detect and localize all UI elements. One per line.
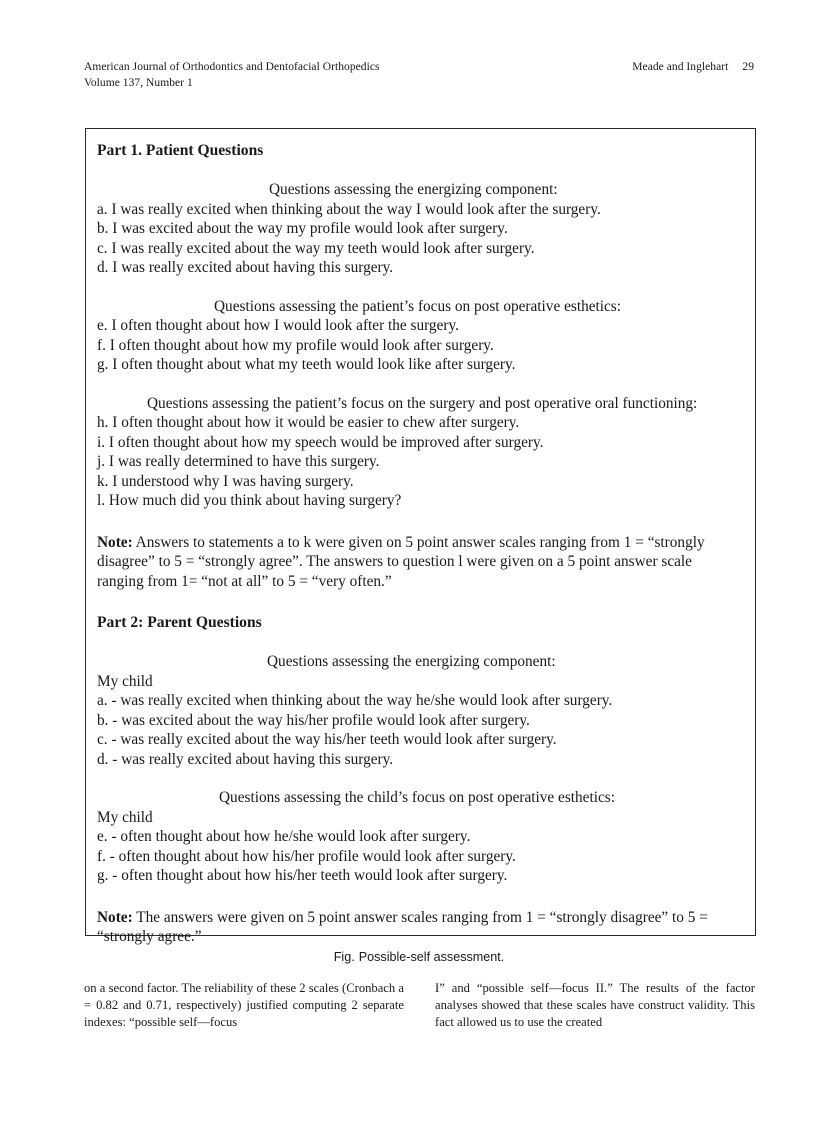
part1-note-label: Note: [97,533,133,551]
part1-section3-heading: Questions assessing the patient’s focus on the surgery and post operative oral functioning: [147,394,698,412]
body-column-left-text: on a second factor. The reliability of these 2 scales (Cronbach a = 0.82 and 0.71, respectively) justified computing 2 separate indexes: “possible self—focus [84,981,404,1030]
part1-note [97,533,741,592]
part2-question-d: d. - was really excited about having this surgery. [97,750,394,768]
part2-section2-stem: My child [97,808,153,826]
running-head-journal [84,60,380,91]
body-column-right [435,980,755,1031]
part2-question-e: e. - often thought about how he/she would look after surgery. [97,828,471,846]
part1-question-h: h. I often thought about how it would be easier to chew after surgery. [97,414,520,431]
part1-heading: Part 1. Patient Questions [97,142,264,159]
part1-question-e: e. I often thought about how I would look after the surgery. [97,317,459,334]
part1-question-j: j. I was really determined to have this surgery. [97,453,380,470]
journal-title: American Journal of Orthodontics and Dentofacial Orthopedics [84,61,380,73]
figure-caption [0,950,838,964]
part1-section1-heading: Questions assessing the energizing component: [269,181,558,198]
body-column-right-text: I” and “possible self—focus II.” The results of the factor analyses showed that these scales have construct validity. This fact allowed us to use the created [435,981,755,1030]
figure-caption-text: Possible-self assessment. [358,950,505,964]
part2-note [97,908,741,947]
part2-section1-heading: Questions assessing the energizing component: [267,653,556,671]
running-head-authors-page [632,60,754,76]
part1-question-g: g. I often thought about what my teeth would look like after surgery. [97,356,516,373]
part1-question-c: c. I was really excited about the way my teeth would look after surgery. [97,239,535,257]
part1-question-f: f. I often thought about how my profile would look after surgery. [97,336,494,354]
part1-section2-heading: Questions assessing the patient’s focus on post operative esthetics: [214,297,621,315]
part1-question-i: i. I often thought about how my speech would be improved after surgery. [97,433,544,451]
part2-note-text: The answers were given on 5 point answer scales ranging from 1 = “strongly disagree” to 5 = “strongly agree.” [97,908,708,946]
part1-question-l: l. How much did you think about having surgery? [97,492,402,509]
part1-question-d: d. I was really excited about having this surgery. [97,259,394,276]
running-head [84,60,754,91]
part2-section2-heading: Questions assessing the child’s focus on post operative esthetics: [219,789,615,807]
part2-question-g: g. - often thought about how his/her teeth would look after surgery. [97,867,508,885]
journal-volume: Volume 137, Number 1 [84,76,193,89]
figure-caption-label: Fig. [333,950,355,964]
figure-box [85,128,756,946]
part2-section1-stem: My child [97,672,153,690]
part2-heading: Part 2: Parent Questions [97,614,262,632]
page-number: 29 [742,61,754,73]
part1-question-b: b. I was excited about the way my profile would look after surgery. [97,220,508,237]
part2-question-a: a. - was really excited when thinking about the way he/she would look after surgery. [97,692,613,710]
part1-note-text: Answers to statements a to k were given on 5 point answer scales ranging from 1 = “strongly disagree” to 5 = “strongly agree”. The answers to question l were given on a 5 point answer scale ranging from 1= “not at all” to 5 = “very often.” [97,533,705,590]
body-column-left [84,980,404,1031]
part1-question-k: k. I understood why I was having surgery. [97,472,354,490]
part2-question-f: f. - often thought about how his/her profile would look after surgery. [97,847,516,865]
body-columns [84,980,755,1031]
part2-question-b: b. - was excited about the way his/her profile would look after surgery. [97,711,530,729]
authors-name: Meade and Inglehart [632,61,729,73]
part2-question-c: c. - was really excited about the way his/her teeth would look after surgery. [97,731,557,749]
part2-note-label: Note: [97,908,133,926]
part1-question-a: a. I was really excited when thinking about the way I would look after the surgery. [97,200,601,218]
